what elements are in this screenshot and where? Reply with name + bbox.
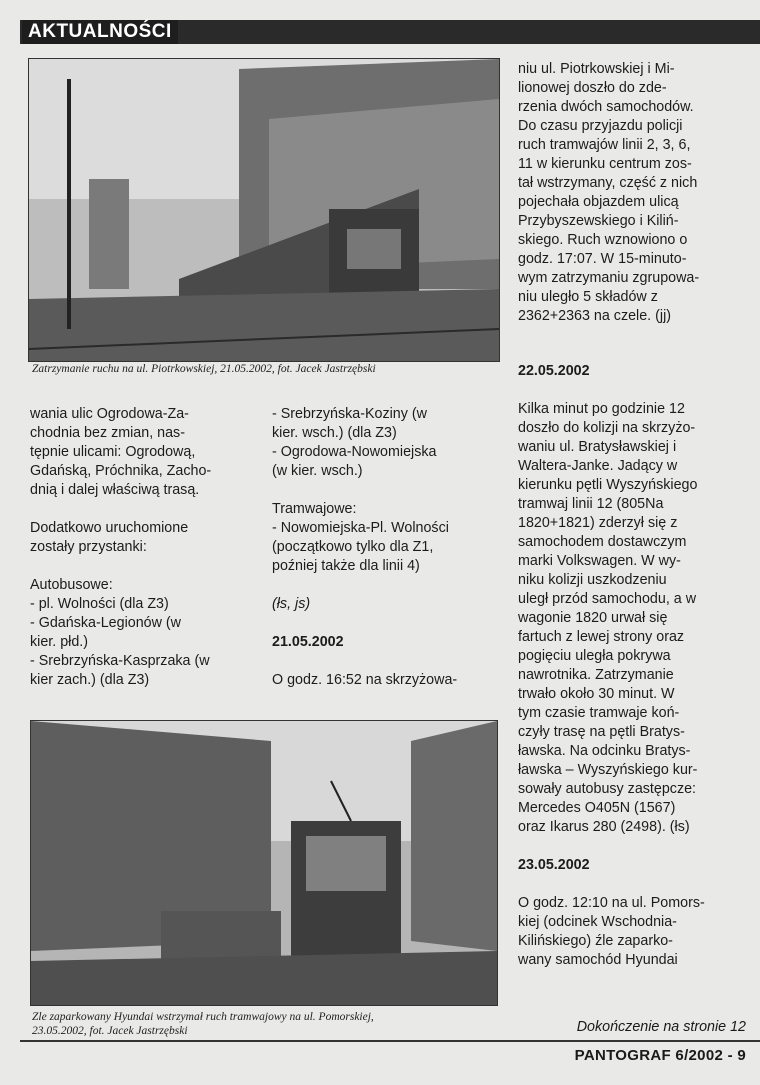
text-line: dnią i dalej właściwą trasą. [30,482,200,498]
continued-note: Dokończenie na stronie 12 [576,1019,746,1035]
text-line: Mercedes O405N (1567) [518,800,676,816]
text-line: niu ul. Piotrkowskiej i Mi- [518,61,675,77]
text-line: uległ przód samochodu, a w [518,591,697,607]
bottom-photo-caption [32,1010,512,1038]
caption-line: 23.05.2002, fot. Jacek Jastrzębski [32,1025,188,1037]
text-line: niku kolizji uszkodzeniu [518,572,667,588]
text-line: wym zatrzymaniu zgrupowa- [518,270,700,286]
text-line: fartuch z lewej strony oraz [518,629,685,645]
text-line: waniu ul. Bratysławskiej i [518,439,677,455]
bus-stops-heading: Autobusowe: [30,577,113,593]
text-line: Kilińskiego) źle zaparko- [518,933,673,949]
list-item: poźniej także dla linii 4) [272,558,420,574]
text-line: nawrotnika. Zatrzymanie [518,667,674,683]
list-item: - Srebrzyńska-Kasprzaka (w [30,653,210,669]
list-item: - Ogrodowa-Nowomiejska [272,444,437,460]
top-photo-caption: Zatrzymanie ruchu na ul. Piotrkowskiej, 21.05.2002, fot. Jacek Jastrzębski [32,363,376,375]
text-line: niu uległo 5 składów z [518,289,658,305]
text-line: skiego. Ruch wznowiono o [518,232,688,248]
list-item: (początkowo tylko dla Z1, [272,539,434,555]
text-line: chodnia bez zmian, nas- [30,425,185,441]
top-photo [28,58,500,362]
text-line: Waltera-Janke. Jadący w [518,458,678,474]
list-item: kier. płd.) [30,634,89,650]
text-line: samochodem dostawczym [518,534,687,550]
text-line: ruch tramwajów linii 2, 3, 6, [518,137,691,153]
text-line: 2362+2363 na czele. (jj) [518,308,672,324]
text-line: zostały przystanki: [30,539,147,555]
text-line: rzenia dwóch samochodów. [518,99,694,115]
text-line: Gdańską, Próchnika, Zacho- [30,463,212,479]
list-item: - Gdańska-Legionów (w [30,615,181,631]
date-heading: 21.05.2002 [272,634,344,650]
text-line: tym czasie tramwaje koń- [518,705,680,721]
left-column-text [30,405,255,690]
text-line: wany samochód Hyundai [518,952,678,968]
text-line: Do czasu przyjazdu policji [518,118,683,134]
text-line: tramwaj linii 12 (805Na [518,496,664,512]
tram-stops-heading: Tramwajowe: [272,501,357,517]
list-item: - Nowomiejska-Pl. Wolności [272,520,449,536]
list-item: - pl. Wolności (dla Z3) [30,596,169,612]
text-line: kiej (odcinek Wschodnia- [518,914,677,930]
text-line: wania ulic Ogrodowa-Za- [30,406,189,422]
text-line: O godz. 12:10 na ul. Pomors- [518,895,705,911]
date-heading: 23.05.2002 [518,857,590,873]
text-line: 11 w kierunku centrum zos- [518,156,692,172]
text-line: pojechała objazdem ulicą [518,194,679,210]
text-line: lionowej doszło do zde- [518,80,667,96]
text-line: oraz Ikarus 280 (2498). (łs) [518,819,690,835]
text-line: kierunku pętli Wyszyńskiego [518,477,698,493]
bottom-photo [30,720,498,1006]
text-line: trwało około 30 minut. W [518,686,675,702]
text-line: tał wstrzymany, część z nich [518,175,698,191]
text-line: O godz. 16:52 na skrzyżowa- [272,672,458,688]
list-item: kier. wsch.) (dla Z3) [272,425,397,441]
list-item: - Srebrzyńska-Koziny (w [272,406,427,422]
text-line: sowały autobusy zastępcze: [518,781,697,797]
list-item: (w kier. wsch.) [272,463,363,479]
text-line: Dodatkowo uruchomione [30,520,189,536]
right-column-bottom-text [518,362,742,970]
text-line: Przybyszewskiego i Kiliń- [518,213,679,229]
page-footer: PANTOGRAF 6/2002 - 9 [574,1047,746,1064]
middle-column-text [272,405,502,690]
list-item: kier zach.) (dla Z3) [30,672,150,688]
footer-rule [20,1040,760,1042]
section-title: AKTUALNOŚCI [22,20,178,44]
text-line: ławska – Wyszyńskiego kur- [518,762,698,778]
right-column-top-text [518,60,742,326]
caption-line: Zle zaparkowany Hyundai wstrzymał ruch tramwajowy na ul. Pomorskiej, [32,1011,374,1023]
text-line: pogięciu uległa pokrywa [518,648,671,664]
text-line: doszło do kolizji na skrzyżo- [518,420,696,436]
text-line: marki Volkswagen. W wy- [518,553,681,569]
text-line: wagonie 1820 urwał się [518,610,668,626]
text-line: 1820+1821) zderzył się z [518,515,678,531]
text-line: godz. 17:07. W 15-minuto- [518,251,687,267]
text-line: Kilka minut po godzinie 12 [518,401,685,417]
date-heading: 22.05.2002 [518,363,590,379]
text-line: ławska. Na odcinku Bratys- [518,743,691,759]
text-line: czyły trasę na pętli Bratys- [518,724,685,740]
author-signature: (łs, js) [272,596,311,612]
text-line: tępnie ulicami: Ogrodową, [30,444,196,460]
